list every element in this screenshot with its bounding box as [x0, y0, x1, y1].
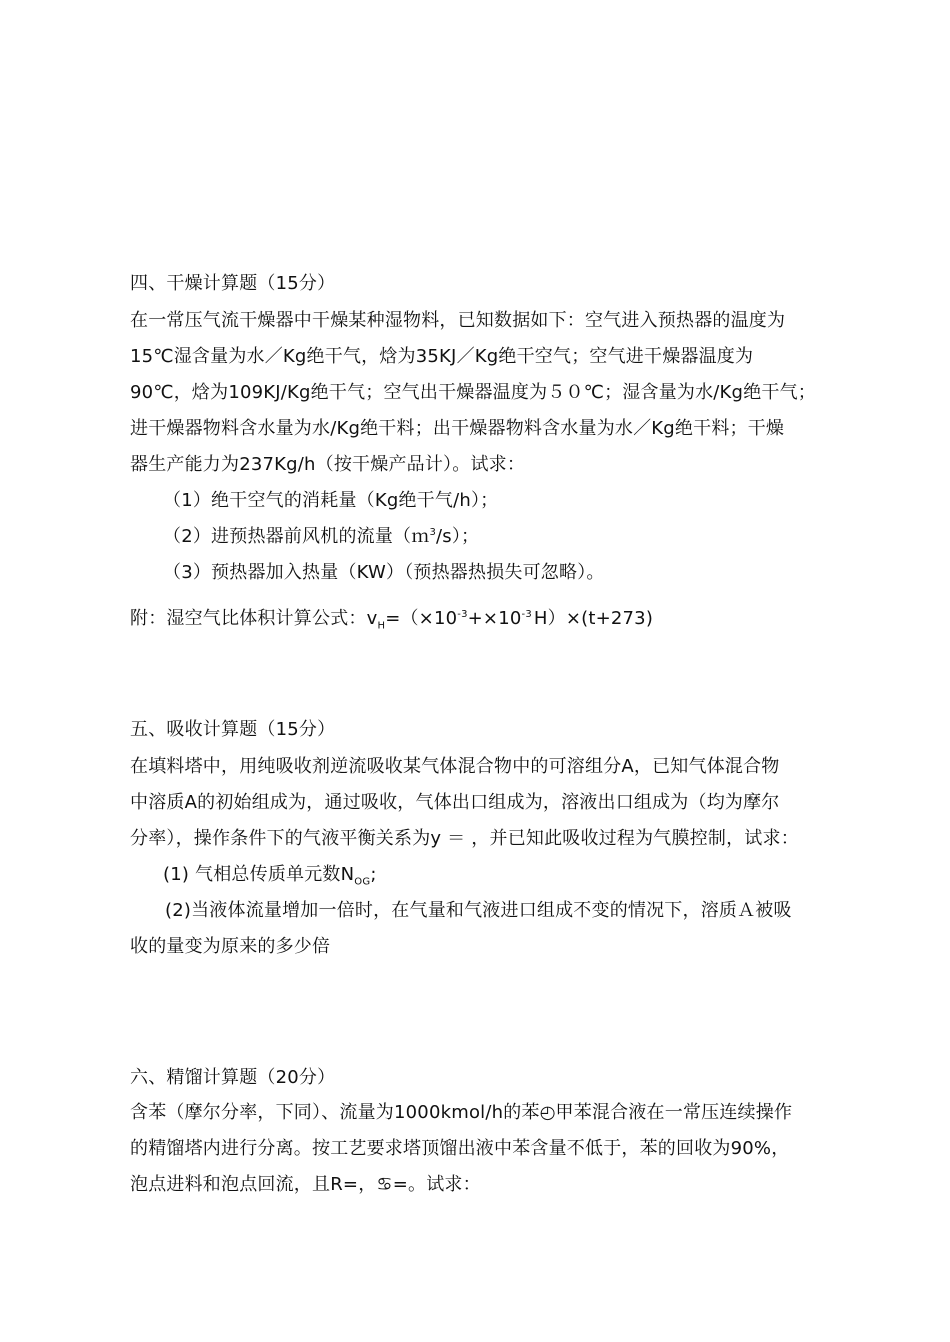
q1-text-end: ;: [370, 864, 377, 885]
formula-subscript-h: H: [377, 620, 386, 632]
formula-exponent-1: -3: [457, 609, 468, 620]
section5-line-1: 在填料塔中，用纯吸收剂逆流吸收某气体混合物中的可溶组分A，已知气体混合物: [130, 756, 780, 777]
section4-line-5: 器生产能力为237Kg/h（按干燥产品计）。试求：: [130, 454, 526, 475]
section4-title: 四、干燥计算题（15分）: [130, 273, 336, 294]
section5-line-3: 分率），操作条件下的气液平衡关系为y ＝ ，并已知此吸收过程为气膜控制，试求：: [130, 828, 799, 849]
section4-formula-note: [130, 607, 653, 631]
section6-title: 六、精馏计算题（20分）: [130, 1067, 336, 1088]
q1-subscript-og: OG: [354, 876, 371, 888]
q1-text: (1) 气相总传质单元数N: [163, 864, 355, 885]
section6-line-3: 泡点进料和泡点回流，且R=，♋=。试求：: [130, 1174, 481, 1195]
q2-text: （2）进预热器前风机的流量（ｍ: [163, 526, 430, 547]
section5-line-2: 中溶质A的初始组成为，通过吸收，气体出口组成为，溶液出口组成为（均为摩尔: [130, 792, 780, 813]
section4-question-2: [163, 525, 479, 549]
section4-line-1: 在一常压气流干燥器中干燥某种湿物料，已知数据如下：空气进入预热器的温度为: [130, 310, 786, 331]
formula-part-1: =（×10: [385, 608, 458, 629]
q2-superscript: 3: [429, 527, 437, 538]
section5-question-2-continued: 收的量变为原来的多少倍: [130, 936, 331, 957]
section5-question-1: [163, 863, 377, 887]
section5-question-2: (2)当液体流量增加一倍时，在气量和气液进口组成不变的情况下，溶质Ａ被吸: [165, 900, 792, 921]
section4-line-4: 进干燥器物料含水量为水/Kg绝干料；出干燥器物料含水量为水／Kg绝干料；干燥: [130, 418, 785, 439]
section6-line-1: 含苯（摩尔分率，下同）、流量为1000kmol/h的苯◴甲苯混合液在一常压连续操作: [130, 1102, 793, 1123]
formula-part-2: +×10: [467, 608, 522, 629]
section5-title: 五、吸收计算题（15分）: [130, 719, 336, 740]
q2-text-end: /s）；: [436, 526, 480, 547]
section4-question-1: （1）绝干空气的消耗量（Kg绝干气/h）；: [163, 490, 499, 511]
section4-line-3: 90℃，焓为109KJ/Kg绝干气；空气出干燥器温度为５０℃；湿含量为水/Kg绝干气；: [130, 382, 816, 403]
section4-question-3: （3）预热器加入热量（KW）（预热器热损失可忽略）。: [163, 562, 605, 583]
formula-prefix: 附：湿空气比体积计算公式：v: [130, 608, 378, 629]
section6-line-2: 的精馏塔内进行分离。按工艺要求塔顶馏出液中苯含量不低于，苯的回收为90%，: [130, 1138, 790, 1159]
section4-line-2: 15℃湿含量为水／Kg绝干气，焓为35KJ／Kg绝干空气；空气进干燥器温度为: [130, 346, 754, 367]
formula-part-3: H）×(t+273): [533, 608, 654, 629]
formula-exponent-2: -3: [521, 609, 532, 620]
